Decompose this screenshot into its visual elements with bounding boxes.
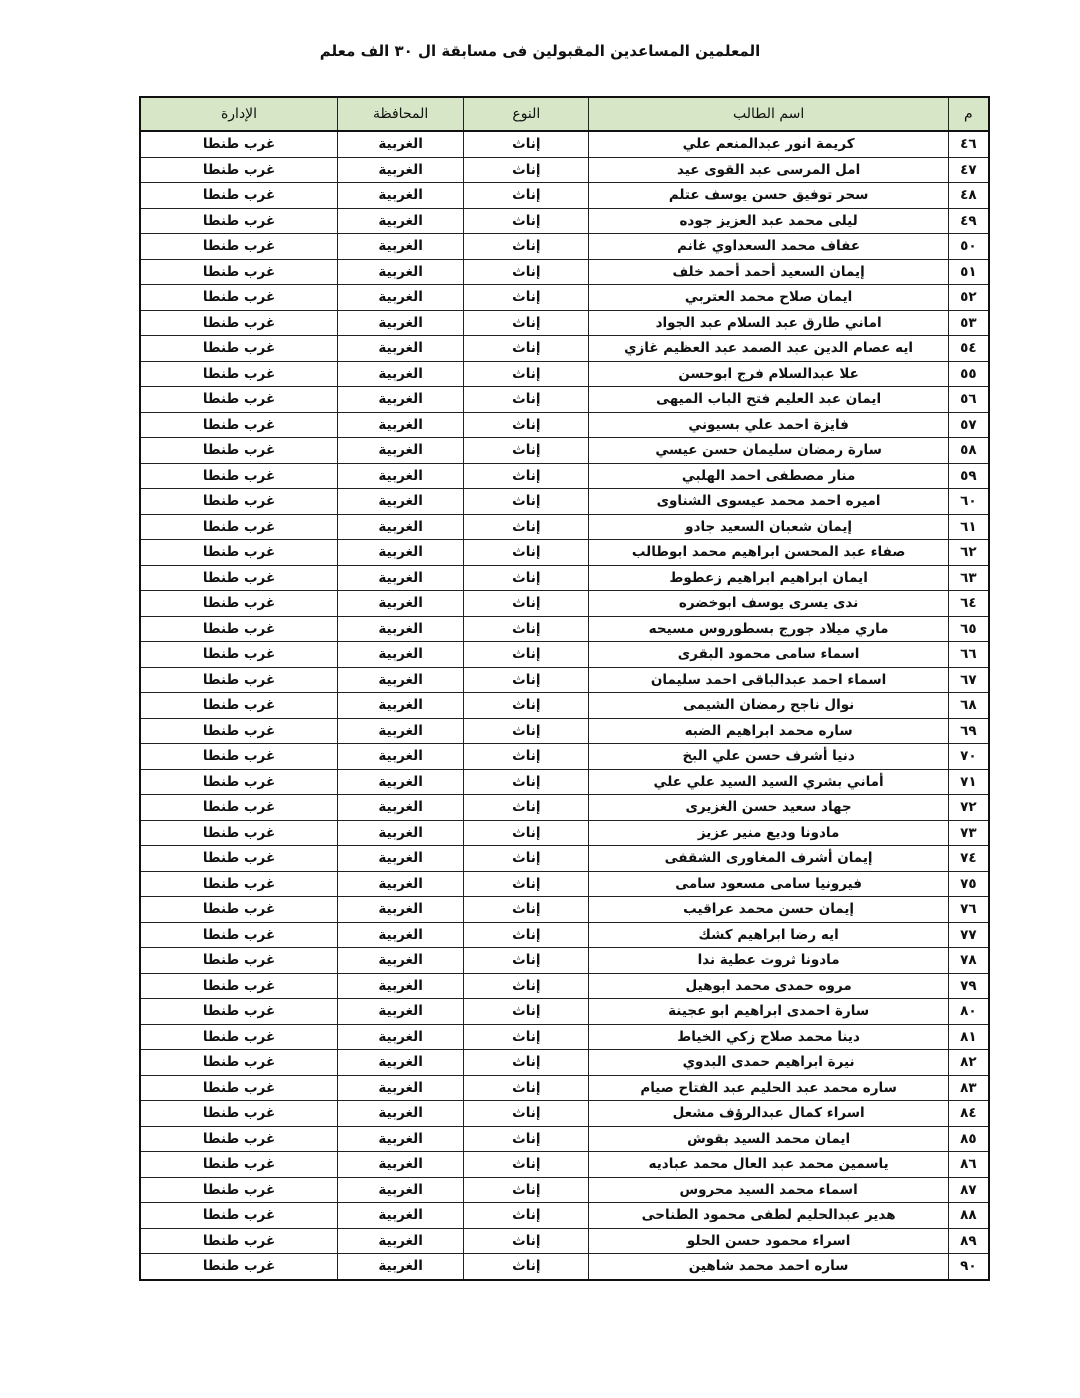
table-row	[140, 948, 989, 974]
cell-name: أماني بشري السيد السيد علي علي	[589, 769, 948, 795]
cell-governorate: الغربية	[338, 999, 464, 1025]
cell-type: إناث	[464, 1228, 589, 1254]
cell-administration: غرب طنطا	[140, 157, 338, 183]
cell-name: جهاد سعيد حسن الغزيرى	[589, 795, 948, 821]
table-row	[140, 514, 989, 540]
cell-type: إناث	[464, 208, 589, 234]
cell-governorate: الغربية	[338, 412, 464, 438]
cell-name: سحر توفيق حسن يوسف عتلم	[589, 183, 948, 209]
cell-governorate: الغربية	[338, 922, 464, 948]
cell-name: ساره محمد عبد الحليم عبد الفتاح صيام	[589, 1075, 948, 1101]
table-header-row	[140, 97, 989, 131]
cell-administration: غرب طنطا	[140, 387, 338, 413]
cell-name: دينا محمد صلاح زكي الخياط	[589, 1024, 948, 1050]
header-type: النوع	[464, 97, 589, 131]
table-body	[140, 131, 989, 1280]
cell-num: ٦٩	[948, 718, 989, 744]
cell-name: إيمان السعيد أحمد أحمد خلف	[589, 259, 948, 285]
cell-type: إناث	[464, 310, 589, 336]
cell-governorate: الغربية	[338, 208, 464, 234]
cell-type: إناث	[464, 667, 589, 693]
cell-administration: غرب طنطا	[140, 183, 338, 209]
table-row	[140, 1024, 989, 1050]
cell-type: إناث	[464, 1075, 589, 1101]
cell-governorate: الغربية	[338, 1152, 464, 1178]
table-row	[140, 540, 989, 566]
cell-governorate: الغربية	[338, 463, 464, 489]
cell-administration: غرب طنطا	[140, 1177, 338, 1203]
table-row	[140, 642, 989, 668]
header-governorate: المحافظة	[338, 97, 464, 131]
header-num: م	[948, 97, 989, 131]
cell-administration: غرب طنطا	[140, 591, 338, 617]
cell-administration: غرب طنطا	[140, 1024, 338, 1050]
cell-name: صفاء عبد المحسن ابراهيم محمد ابوطالب	[589, 540, 948, 566]
cell-num: ٨٤	[948, 1101, 989, 1127]
cell-type: إناث	[464, 693, 589, 719]
cell-governorate: الغربية	[338, 1126, 464, 1152]
cell-governorate: الغربية	[338, 438, 464, 464]
cell-governorate: الغربية	[338, 1254, 464, 1280]
cell-governorate: الغربية	[338, 897, 464, 923]
cell-type: إناث	[464, 1101, 589, 1127]
cell-name: امل المرسى عبد القوى عيد	[589, 157, 948, 183]
cell-name: مروه حمدى محمد ابوهيل	[589, 973, 948, 999]
cell-num: ٥١	[948, 259, 989, 285]
cell-type: إناث	[464, 540, 589, 566]
cell-administration: غرب طنطا	[140, 1101, 338, 1127]
table-row	[140, 1152, 989, 1178]
cell-type: إناث	[464, 744, 589, 770]
table-row	[140, 336, 989, 362]
table-row	[140, 769, 989, 795]
cell-governorate: الغربية	[338, 973, 464, 999]
cell-type: إناث	[464, 1152, 589, 1178]
cell-administration: غرب طنطا	[140, 999, 338, 1025]
cell-num: ٥٥	[948, 361, 989, 387]
cell-governorate: الغربية	[338, 1228, 464, 1254]
cell-type: إناث	[464, 897, 589, 923]
cell-num: ٦٠	[948, 489, 989, 515]
cell-administration: غرب طنطا	[140, 361, 338, 387]
cell-type: إناث	[464, 489, 589, 515]
cell-administration: غرب طنطا	[140, 285, 338, 311]
cell-num: ٦٦	[948, 642, 989, 668]
cell-num: ٤٧	[948, 157, 989, 183]
cell-num: ٥٠	[948, 234, 989, 260]
cell-num: ٧٩	[948, 973, 989, 999]
cell-administration: غرب طنطا	[140, 973, 338, 999]
table-row	[140, 922, 989, 948]
cell-type: إناث	[464, 387, 589, 413]
table-row	[140, 387, 989, 413]
cell-num: ٦٤	[948, 591, 989, 617]
table-row	[140, 1050, 989, 1076]
cell-administration: غرب طنطا	[140, 642, 338, 668]
cell-name: هدير عبدالحليم لطفى محمود الطناحى	[589, 1203, 948, 1229]
table-row	[140, 667, 989, 693]
cell-name: علا عبدالسلام فرج ابوحسن	[589, 361, 948, 387]
cell-administration: غرب طنطا	[140, 1254, 338, 1280]
cell-num: ٦٨	[948, 693, 989, 719]
cell-type: إناث	[464, 820, 589, 846]
table-row	[140, 718, 989, 744]
cell-governorate: الغربية	[338, 285, 464, 311]
cell-type: إناث	[464, 999, 589, 1025]
cell-name: كريمة انور عبدالمنعم علي	[589, 131, 948, 157]
cell-num: ٥٦	[948, 387, 989, 413]
table-row	[140, 591, 989, 617]
table-row	[140, 1203, 989, 1229]
table-row	[140, 744, 989, 770]
table-row	[140, 973, 989, 999]
cell-type: إناث	[464, 642, 589, 668]
cell-num: ٨٨	[948, 1203, 989, 1229]
cell-governorate: الغربية	[338, 259, 464, 285]
cell-governorate: الغربية	[338, 387, 464, 413]
cell-administration: غرب طنطا	[140, 1152, 338, 1178]
cell-name: ليلى محمد عبد العزيز جوده	[589, 208, 948, 234]
cell-type: إناث	[464, 1050, 589, 1076]
cell-type: إناث	[464, 514, 589, 540]
cell-type: إناث	[464, 1126, 589, 1152]
cell-governorate: الغربية	[338, 871, 464, 897]
cell-num: ٨٩	[948, 1228, 989, 1254]
cell-type: إناث	[464, 285, 589, 311]
table-row	[140, 285, 989, 311]
table-row	[140, 208, 989, 234]
cell-num: ٧٠	[948, 744, 989, 770]
cell-num: ٨٧	[948, 1177, 989, 1203]
cell-name: عفاف محمد السعداوي غانم	[589, 234, 948, 260]
table-row	[140, 693, 989, 719]
cell-administration: غرب طنطا	[140, 1203, 338, 1229]
cell-administration: غرب طنطا	[140, 1075, 338, 1101]
table-row	[140, 1126, 989, 1152]
table-row	[140, 1101, 989, 1127]
cell-num: ٨١	[948, 1024, 989, 1050]
cell-administration: غرب طنطا	[140, 897, 338, 923]
cell-num: ٧٣	[948, 820, 989, 846]
cell-num: ٥٤	[948, 336, 989, 362]
cell-administration: غرب طنطا	[140, 846, 338, 872]
cell-type: إناث	[464, 565, 589, 591]
table-row	[140, 897, 989, 923]
cell-num: ٧٥	[948, 871, 989, 897]
cell-type: إناث	[464, 871, 589, 897]
cell-name: ايمان صلاح محمد العتربي	[589, 285, 948, 311]
cell-name: ساره احمد محمد شاهين	[589, 1254, 948, 1280]
cell-name: اميره احمد محمد عيسوى الشناوى	[589, 489, 948, 515]
cell-num: ٤٨	[948, 183, 989, 209]
cell-administration: غرب طنطا	[140, 718, 338, 744]
table-row	[140, 795, 989, 821]
cell-type: إناث	[464, 718, 589, 744]
cell-num: ٥٧	[948, 412, 989, 438]
cell-administration: غرب طنطا	[140, 540, 338, 566]
cell-num: ٥٩	[948, 463, 989, 489]
cell-name: اسماء سامى محمود البقرى	[589, 642, 948, 668]
cell-governorate: الغربية	[338, 846, 464, 872]
cell-type: إناث	[464, 336, 589, 362]
table-row	[140, 183, 989, 209]
cell-name: اسماء محمد السيد محروس	[589, 1177, 948, 1203]
header-name: اسم الطالب	[589, 97, 948, 131]
cell-num: ٦٣	[948, 565, 989, 591]
cell-administration: غرب طنطا	[140, 667, 338, 693]
cell-administration: غرب طنطا	[140, 438, 338, 464]
cell-num: ٧٦	[948, 897, 989, 923]
cell-type: إناث	[464, 948, 589, 974]
table-row	[140, 820, 989, 846]
cell-governorate: الغربية	[338, 718, 464, 744]
cell-type: إناث	[464, 463, 589, 489]
cell-name: دنيا أشرف حسن علي البخ	[589, 744, 948, 770]
cell-name: نيرة ابراهيم حمدى البدوي	[589, 1050, 948, 1076]
cell-administration: غرب طنطا	[140, 259, 338, 285]
cell-administration: غرب طنطا	[140, 922, 338, 948]
cell-num: ٩٠	[948, 1254, 989, 1280]
table-row	[140, 565, 989, 591]
table-row	[140, 234, 989, 260]
table-row	[140, 1075, 989, 1101]
cell-administration: غرب طنطا	[140, 565, 338, 591]
cell-administration: غرب طنطا	[140, 336, 338, 362]
cell-num: ٨٢	[948, 1050, 989, 1076]
header-administration: الإدارة	[140, 97, 338, 131]
accepted-teachers-table	[139, 96, 990, 1281]
cell-administration: غرب طنطا	[140, 489, 338, 515]
cell-governorate: الغربية	[338, 1075, 464, 1101]
cell-administration: غرب طنطا	[140, 310, 338, 336]
cell-num: ٦٧	[948, 667, 989, 693]
table-row	[140, 463, 989, 489]
cell-administration: غرب طنطا	[140, 948, 338, 974]
cell-num: ٦٥	[948, 616, 989, 642]
cell-num: ٦٢	[948, 540, 989, 566]
cell-governorate: الغربية	[338, 131, 464, 157]
cell-type: إناث	[464, 438, 589, 464]
cell-name: اسراء محمود حسن الحلو	[589, 1228, 948, 1254]
cell-name: ايه رضا ابراهيم كشك	[589, 922, 948, 948]
cell-governorate: الغربية	[338, 361, 464, 387]
cell-num: ٦١	[948, 514, 989, 540]
cell-governorate: الغربية	[338, 667, 464, 693]
cell-name: مادونا ثروت عطية ندا	[589, 948, 948, 974]
cell-name: فايزة احمد علي بسيوني	[589, 412, 948, 438]
table-row	[140, 310, 989, 336]
cell-governorate: الغربية	[338, 336, 464, 362]
cell-administration: غرب طنطا	[140, 871, 338, 897]
cell-administration: غرب طنطا	[140, 208, 338, 234]
table-row	[140, 871, 989, 897]
cell-governorate: الغربية	[338, 489, 464, 515]
table-row	[140, 1254, 989, 1280]
cell-name: ساره محمد ابراهيم الضبه	[589, 718, 948, 744]
table-row	[140, 157, 989, 183]
cell-name: ايمان محمد السيد بقوش	[589, 1126, 948, 1152]
cell-administration: غرب طنطا	[140, 412, 338, 438]
cell-type: إناث	[464, 846, 589, 872]
cell-name: نوال ناجح رمضان الشيمى	[589, 693, 948, 719]
table-row	[140, 438, 989, 464]
cell-num: ٨٠	[948, 999, 989, 1025]
cell-num: ٥٨	[948, 438, 989, 464]
cell-type: إناث	[464, 361, 589, 387]
cell-name: سارة احمدى ابراهيم ابو عجينة	[589, 999, 948, 1025]
cell-num: ٧٢	[948, 795, 989, 821]
cell-name: منار مصطفى احمد الهلبي	[589, 463, 948, 489]
cell-type: إناث	[464, 1254, 589, 1280]
cell-administration: غرب طنطا	[140, 463, 338, 489]
cell-governorate: الغربية	[338, 795, 464, 821]
cell-num: ٧٤	[948, 846, 989, 872]
cell-num: ٧٨	[948, 948, 989, 974]
cell-administration: غرب طنطا	[140, 131, 338, 157]
cell-administration: غرب طنطا	[140, 514, 338, 540]
table-row	[140, 259, 989, 285]
cell-administration: غرب طنطا	[140, 616, 338, 642]
cell-name: مادونا وديع منير عزيز	[589, 820, 948, 846]
cell-type: إناث	[464, 1177, 589, 1203]
cell-type: إناث	[464, 234, 589, 260]
cell-governorate: الغربية	[338, 183, 464, 209]
cell-governorate: الغربية	[338, 642, 464, 668]
cell-governorate: الغربية	[338, 1203, 464, 1229]
table-row	[140, 1177, 989, 1203]
cell-type: إناث	[464, 412, 589, 438]
cell-governorate: الغربية	[338, 616, 464, 642]
cell-name: ماري ميلاد جورج بسطوروس مسيحه	[589, 616, 948, 642]
cell-governorate: الغربية	[338, 157, 464, 183]
cell-administration: غرب طنطا	[140, 820, 338, 846]
table-row	[140, 1228, 989, 1254]
cell-type: إناث	[464, 922, 589, 948]
cell-governorate: الغربية	[338, 769, 464, 795]
table-row	[140, 361, 989, 387]
table-row	[140, 846, 989, 872]
cell-governorate: الغربية	[338, 693, 464, 719]
cell-num: ٨٥	[948, 1126, 989, 1152]
cell-governorate: الغربية	[338, 234, 464, 260]
cell-administration: غرب طنطا	[140, 769, 338, 795]
cell-governorate: الغربية	[338, 514, 464, 540]
cell-governorate: الغربية	[338, 1101, 464, 1127]
cell-type: إناث	[464, 769, 589, 795]
cell-governorate: الغربية	[338, 1177, 464, 1203]
cell-num: ٧٧	[948, 922, 989, 948]
table-row	[140, 999, 989, 1025]
cell-type: إناث	[464, 973, 589, 999]
table-row	[140, 489, 989, 515]
cell-type: إناث	[464, 131, 589, 157]
cell-num: ٨٣	[948, 1075, 989, 1101]
cell-administration: غرب طنطا	[140, 795, 338, 821]
cell-type: إناث	[464, 795, 589, 821]
cell-governorate: الغربية	[338, 591, 464, 617]
cell-name: اسماء احمد عبدالباقى احمد سليمان	[589, 667, 948, 693]
cell-governorate: الغربية	[338, 820, 464, 846]
table-row	[140, 412, 989, 438]
cell-name: ياسمين محمد عبد العال محمد عباديه	[589, 1152, 948, 1178]
cell-type: إناث	[464, 1024, 589, 1050]
table-row	[140, 131, 989, 157]
cell-name: إيمان شعبان السعيد جادو	[589, 514, 948, 540]
cell-num: ٥٢	[948, 285, 989, 311]
cell-name: ندى يسرى يوسف ابوخضره	[589, 591, 948, 617]
cell-name: ايه عصام الدين عبد الصمد عبد العظيم غازي	[589, 336, 948, 362]
cell-num: ٤٦	[948, 131, 989, 157]
cell-type: إناث	[464, 259, 589, 285]
page-title: المعلمين المساعدين المقبولين فى مسابقة ال ٣٠ الف معلم	[319, 42, 761, 60]
cell-name: اماني طارق عبد السلام عبد الجواد	[589, 310, 948, 336]
cell-governorate: الغربية	[338, 540, 464, 566]
cell-administration: غرب طنطا	[140, 693, 338, 719]
cell-name: إيمان حسن محمد عراقيب	[589, 897, 948, 923]
cell-name: إيمان أشرف المغاورى الشقفى	[589, 846, 948, 872]
cell-governorate: الغربية	[338, 310, 464, 336]
cell-name: سارة رمضان سليمان حسن عيسي	[589, 438, 948, 464]
cell-governorate: الغربية	[338, 1050, 464, 1076]
cell-name: ايمان عبد العليم فتح الباب الميهى	[589, 387, 948, 413]
cell-type: إناث	[464, 616, 589, 642]
cell-num: ٨٦	[948, 1152, 989, 1178]
cell-type: إناث	[464, 157, 589, 183]
cell-type: إناث	[464, 1203, 589, 1229]
cell-name: فيرونيا سامى مسعود سامى	[589, 871, 948, 897]
cell-name: ايمان ابراهيم ابراهيم زعطوط	[589, 565, 948, 591]
table-row	[140, 616, 989, 642]
cell-governorate: الغربية	[338, 1024, 464, 1050]
cell-administration: غرب طنطا	[140, 1126, 338, 1152]
cell-governorate: الغربية	[338, 744, 464, 770]
cell-administration: غرب طنطا	[140, 1050, 338, 1076]
cell-administration: غرب طنطا	[140, 234, 338, 260]
cell-governorate: الغربية	[338, 565, 464, 591]
cell-num: ٤٩	[948, 208, 989, 234]
cell-administration: غرب طنطا	[140, 744, 338, 770]
cell-administration: غرب طنطا	[140, 1228, 338, 1254]
cell-num: ٧١	[948, 769, 989, 795]
cell-type: إناث	[464, 183, 589, 209]
cell-type: إناث	[464, 591, 589, 617]
cell-governorate: الغربية	[338, 948, 464, 974]
cell-name: اسراء كمال عبدالرؤف مشعل	[589, 1101, 948, 1127]
cell-num: ٥٣	[948, 310, 989, 336]
